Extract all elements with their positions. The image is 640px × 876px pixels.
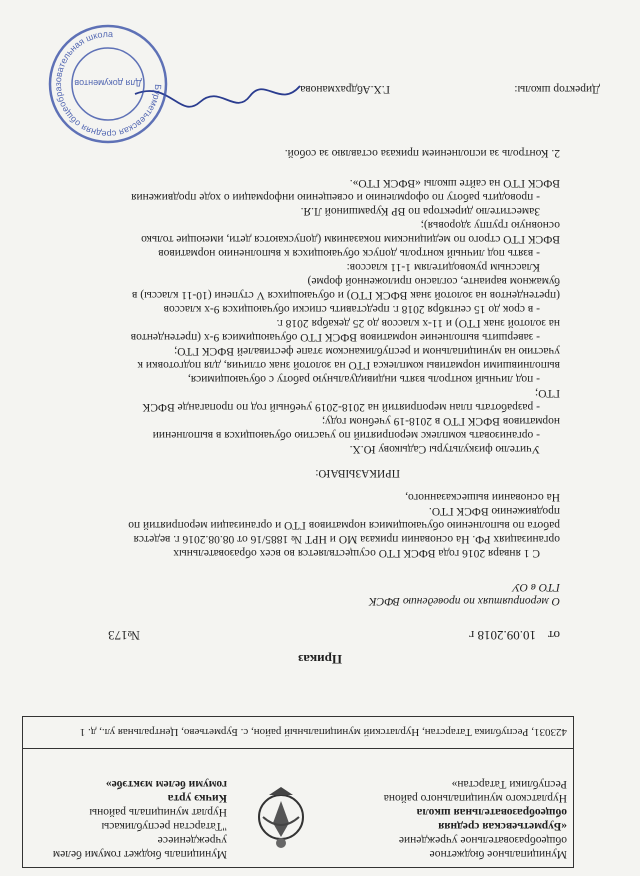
letterhead-tatar xyxy=(23,749,233,867)
body-line: - проводить работу по оформлению и освещению информации о ходе продвижения xyxy=(131,191,540,203)
doc-subject-line: ГТО в ОУ xyxy=(512,581,560,593)
signature-label: Директор школы: xyxy=(514,83,600,95)
body-line: Заместителю директора по ВР Курамшиной Л.Я. xyxy=(300,205,540,217)
body-line: - завершить выполнение нормативов ВФСК ГТО обучающимися 9-х (претендентов xyxy=(130,331,540,343)
body-line: 2. Контроль за исполнением приказа оставляю за собой. xyxy=(284,147,560,159)
letterhead-line: Нурлат муниципаль районы xyxy=(89,806,227,818)
body-line: Классным руководителям 1-11 классов: xyxy=(346,261,540,273)
doc-date-prefix: от xyxy=(547,628,560,643)
body-line: ГТО; xyxy=(534,387,560,399)
body-line: нормативов ВФСК ГТО в 2018-19 учебном году; xyxy=(321,415,560,427)
letterhead xyxy=(22,716,574,868)
letterhead-line: Муниципаль бюджет гомуми белем xyxy=(52,848,227,860)
doc-title: Приказ xyxy=(298,652,342,667)
body-line: (претендентов на золотой знак ВФСК ГТО) и обучающихся V ступени (10-11 классы) в xyxy=(132,289,560,301)
body-line: ВФСК ГТО на сайте школы «ВФСК ГТО». xyxy=(349,177,560,189)
body-line: ВФСК ГТО строго по медицинским показаниям (допускаются дети, имеющие только xyxy=(141,233,560,245)
letterhead-line: учреждениесе xyxy=(157,834,227,846)
body-line: организациях РФ. На основании приказа МО и НРТ № 1885/16 от 08.08.2016 г. ведется xyxy=(133,533,560,545)
doc-date: 10.09.2018 г xyxy=(468,628,536,643)
stamp-center-text: Для документов xyxy=(74,78,142,88)
letterhead-line: общеобразовательная школа xyxy=(416,806,567,818)
body-line: На основании вышесказанного, xyxy=(405,491,560,503)
letterhead-address: 423031, Республика Татарстан, Нурлатский муниципальный район, с. Бурметьево, Центральная ул., д. 1 xyxy=(23,717,573,749)
letterhead-line: Муниципальное бюджетное xyxy=(429,848,567,860)
letterhead-line: Кичкэ урта xyxy=(167,792,227,804)
letterhead-line: «Бурметьевская средняя xyxy=(438,820,567,832)
doc-subject-line: О мероприятиях по проведению ВФСК xyxy=(369,595,560,607)
body-line: основную группу здоровья); xyxy=(420,219,560,231)
stamp-ring-text: Бурметьевская средняя общеобразовательная школа xyxy=(52,28,164,140)
body-line: продвижению ВФСК ГТО. xyxy=(428,505,560,517)
body-line: выполнившими нормативы комплекса ГТО на золотой знак отличия, для подготовки к xyxy=(137,359,560,371)
doc-number: №173 xyxy=(108,628,140,643)
body-line: участию на муниципальном и республиканском этапе фестивалей ВФСК ГТО; xyxy=(174,345,560,357)
signature-name: Г.Х.Абдрахманова xyxy=(300,83,390,95)
letterhead-line: Республики Татарстан» xyxy=(451,778,567,790)
body-line: бумажном варианте, согласно приложенной форме) xyxy=(307,275,560,287)
body-line: С 1 января 2016 года ВФСК ГТО осуществляется во всех образовательных xyxy=(173,547,540,559)
letterhead-line: гомуми белем мэктэбе» xyxy=(105,778,227,790)
letterhead-line: Нурлатского муниципального района xyxy=(383,792,567,804)
body-line: работа по выполнению обучающимися нормативов ГТО и организации мероприятий по xyxy=(128,519,560,531)
letterhead-line: "Татарстан республикасы xyxy=(101,820,227,832)
letterhead-line: общеобразовательное учреждение xyxy=(398,834,567,846)
order-word: ПРИКАЗЫВАЮ: xyxy=(315,467,400,479)
school-stamp-icon xyxy=(46,22,170,146)
letterhead-russian xyxy=(345,749,573,867)
body-line: на золотой знак ГТО) и 11-х классов до 25 декабря 2018 г. xyxy=(276,317,560,329)
body-line: - организовать комплекс мероприятий по участию обучающихся в выполнении xyxy=(152,429,540,441)
body-line: Учителю физкультуры Садыкову Ю.Х. xyxy=(349,443,540,455)
body-line: - в срок до 15 сентября 2018 г. представить списки обучающихся 9-х классов xyxy=(163,303,540,315)
body-line: - под личный контроль взять индивидуальную работу с обучающимися, xyxy=(187,373,540,385)
body-line: - разработать план мероприятий на 2018-2019 учебный год по пропаганде ВФСК xyxy=(142,401,540,413)
tatarstan-emblem-icon xyxy=(251,783,311,853)
body-line: - взять под личный контроль допуск обучающихся к выполнению нормативов xyxy=(158,247,540,259)
